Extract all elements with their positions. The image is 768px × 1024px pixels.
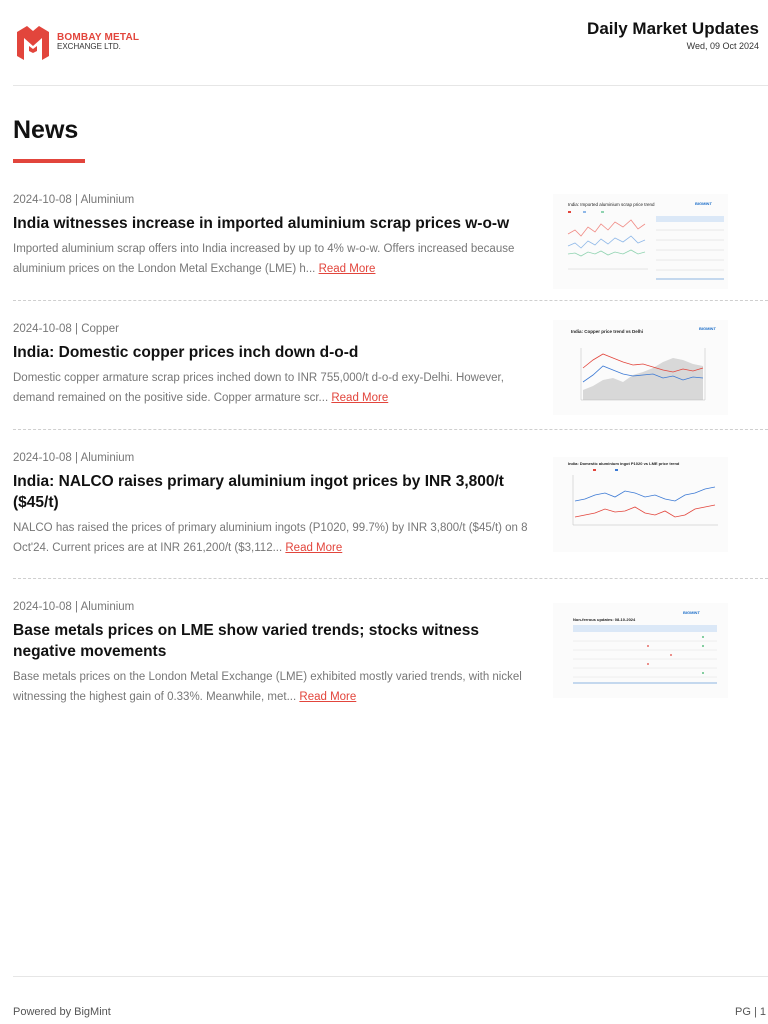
article-summary-text: Imported aluminium scrap offers into India increased by up to 4% w-o-w. Offers increased because aluminium prices on the London Metal Exchange (LME) h...	[13, 242, 515, 275]
brand-logo[interactable]	[13, 20, 148, 64]
footer-divider	[13, 976, 768, 977]
logo-line2: EXCHANGE LTD.	[57, 42, 121, 52]
thumb-title: Non-ferrous updates: 08-10-2024	[573, 617, 636, 622]
article-title[interactable]: Base metals prices on LME show varied trends; stocks witness negative movements	[13, 622, 480, 660]
report-date: Wed, 09 Oct 2024	[686, 41, 759, 51]
article-summary-text: Base metals prices on the London Metal Exchange (LME) exhibited mostly varied trends, with nickel witnessing the highest gain of 0.33%. Meanwhile, met...	[13, 670, 522, 703]
article-meta: 2024-10-08 | Aluminium	[13, 452, 135, 464]
bme-logo-icon	[13, 22, 53, 62]
article-summary-text: NALCO has raised the prices of primary aluminium ingots (P1020, 99.7%) by INR 3,800/t ($45/t) on 8 Oct'24. Current prices are at INR 261,200/t ($3,112...	[13, 521, 528, 554]
read-more-link[interactable]: Read More	[285, 541, 343, 554]
article-summary	[13, 519, 533, 559]
page-header	[13, 14, 759, 86]
thumb-brand: BIGMINT	[699, 326, 716, 331]
article-summary	[13, 369, 533, 409]
thumb-title: India: Domestic aluminium ingot P1020 vs LME price trend	[568, 461, 680, 466]
article-meta: 2024-10-08 | Aluminium	[13, 601, 135, 613]
article-summary	[13, 240, 533, 280]
article-divider	[13, 300, 768, 301]
read-more-link[interactable]: Read More	[318, 262, 376, 275]
article-thumbnail[interactable]	[553, 603, 728, 698]
page-number: PG | 1	[735, 1006, 766, 1018]
article-summary	[13, 668, 533, 708]
report-title: Daily Market Updates	[587, 19, 759, 38]
section-underline	[13, 159, 85, 163]
read-more-link[interactable]: Read More	[299, 690, 357, 703]
article-title[interactable]: India: Domestic copper prices inch down d-o-d	[13, 344, 359, 361]
article-summary-text: Domestic copper armature scrap prices inched down to INR 755,000/t d-o-d exy-Delhi. However, demand remained on the positive side. Copper armature scr...	[13, 371, 504, 404]
article-title[interactable]: India witnesses increase in imported aluminium scrap prices w-o-w	[13, 215, 510, 232]
article-thumbnail[interactable]	[553, 320, 728, 415]
article-thumbnail[interactable]	[553, 457, 728, 552]
thumb-title: India: Imported aluminium scrap price trend	[568, 202, 655, 207]
thumb-title: India: Copper price trend vs Delhi	[571, 329, 644, 334]
article-thumbnail[interactable]	[553, 194, 728, 289]
footer-credit: Powered by BigMint	[13, 1006, 111, 1018]
article-meta: 2024-10-08 | Aluminium	[13, 194, 135, 206]
header-divider	[13, 85, 768, 86]
thumb-brand: BIGMINT	[695, 201, 712, 206]
article-title[interactable]: India: NALCO raises primary aluminium ingot prices by INR 3,800/t ($45/t)	[13, 473, 504, 511]
section-title: News	[13, 116, 79, 144]
article-meta: 2024-10-08 | Copper	[13, 323, 119, 335]
logo-line1: BOMBAY METAL	[57, 31, 140, 43]
thumb-brand: BIGMINT	[683, 610, 700, 615]
article-divider	[13, 578, 768, 579]
read-more-link[interactable]: Read More	[331, 391, 389, 404]
article-divider	[13, 429, 768, 430]
